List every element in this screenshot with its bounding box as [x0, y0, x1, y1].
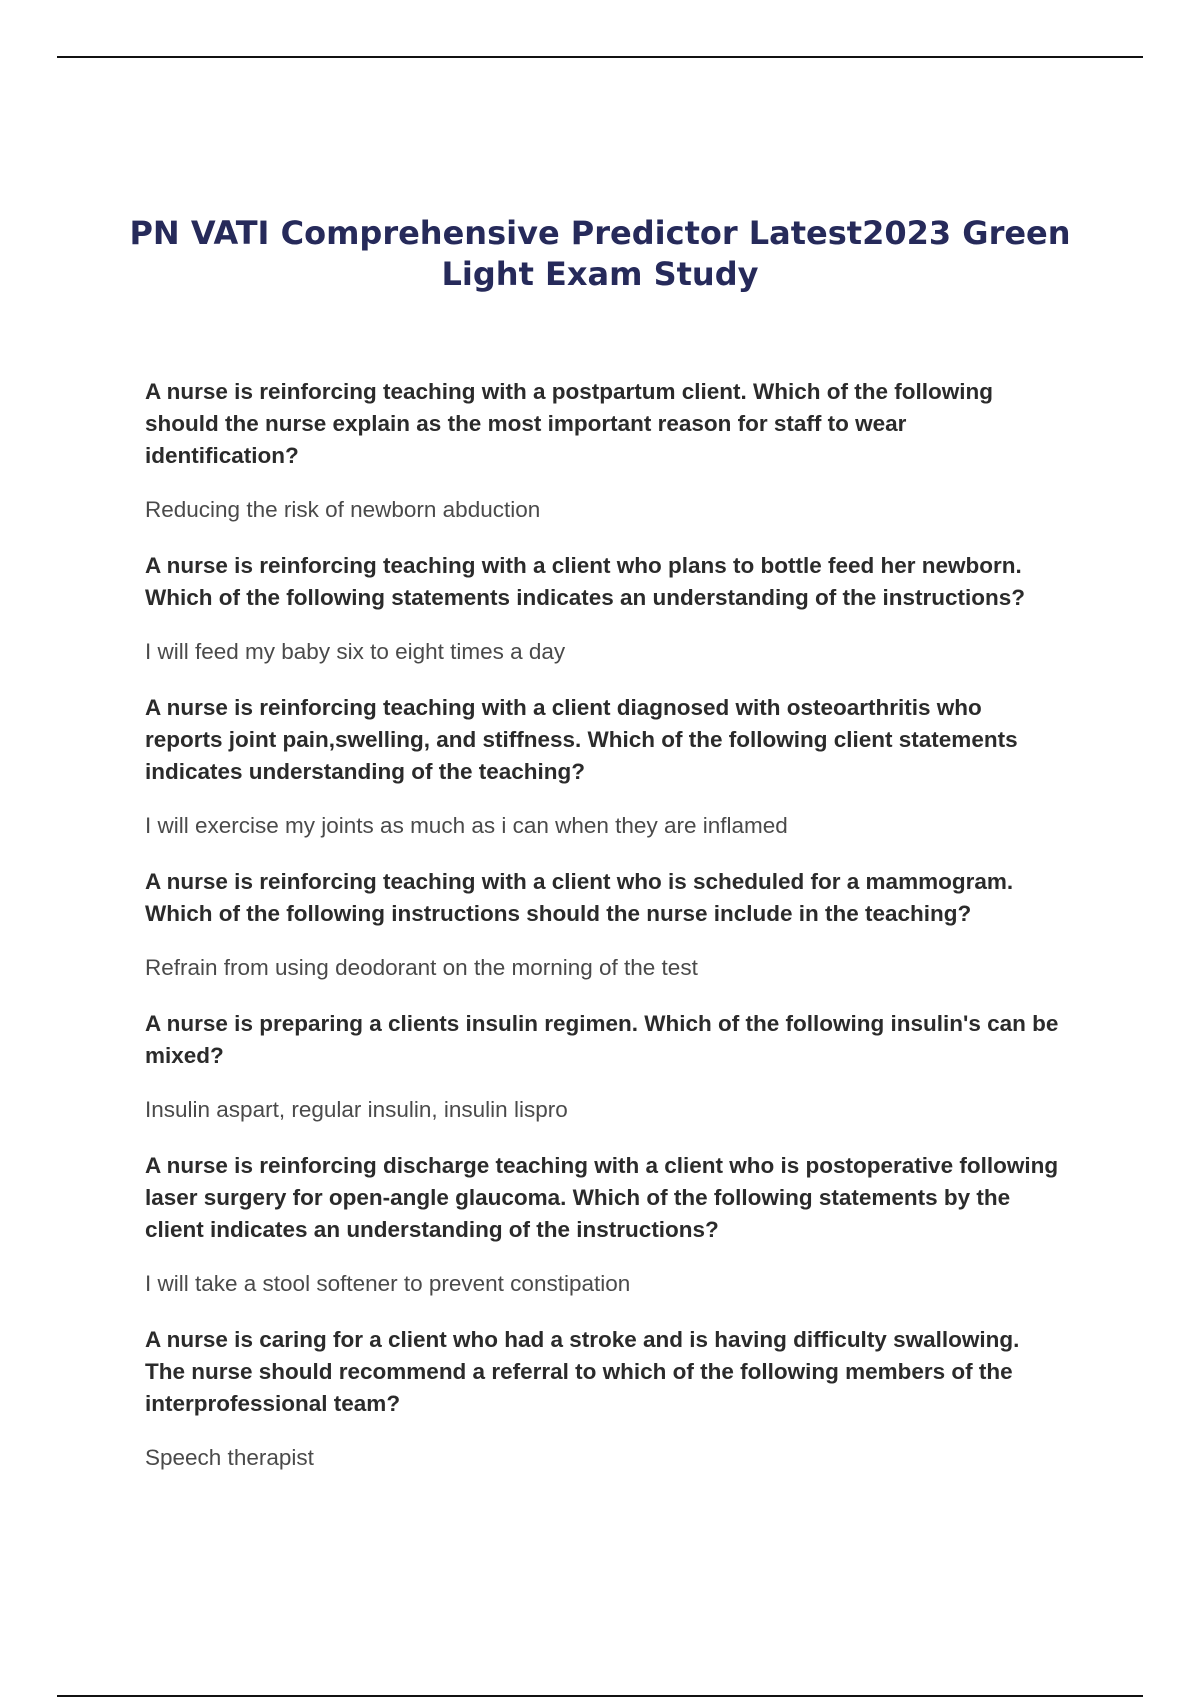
answer-text: Speech therapist — [145, 1445, 314, 1470]
qa-item — [145, 1008, 1065, 1150]
qa-item — [145, 1150, 1065, 1324]
answer-text: I will feed my baby six to eight times a day — [145, 639, 566, 664]
document-title: PN VATI Comprehensive Predictor Latest2023 Green Light Exam Study — [129, 214, 1071, 293]
question-text: A nurse is reinforcing discharge teaching with a client who is postoperative following laser surgery for open-angle glaucoma. Which of the following statements by the client indicates an understanding of the instructions? — [145, 1153, 1059, 1242]
bottom-divider — [57, 1695, 1143, 1697]
answer-text: Refrain from using deodorant on the morning of the test — [145, 955, 698, 980]
top-divider — [57, 56, 1143, 58]
answer-text: Reducing the risk of newborn abduction — [145, 497, 541, 522]
qa-item — [145, 866, 1065, 1008]
answer-text: I will exercise my joints as much as i can when they are inflamed — [145, 813, 788, 838]
qa-item — [145, 692, 1065, 866]
question-text: A nurse is reinforcing teaching with a postpartum client. Which of the following should the nurse explain as the most important reason for staff to wear identification? — [145, 379, 993, 468]
question-text: A nurse is reinforcing teaching with a client diagnosed with osteoarthritis who reports joint pain,swelling, and stiffness. Which of the following client statements indicates understanding of the teaching? — [145, 695, 1018, 784]
question-text: A nurse is reinforcing teaching with a client who is scheduled for a mammogram. Which of the following instructions should the nurse include in the teaching? — [145, 869, 1014, 926]
answer-text: I will take a stool softener to prevent constipation — [145, 1271, 631, 1296]
qa-list — [145, 376, 1065, 1498]
answer-text: Insulin aspart, regular insulin, insulin lispro — [145, 1097, 568, 1122]
qa-item — [145, 1324, 1065, 1498]
qa-item — [145, 376, 1065, 550]
question-text: A nurse is caring for a client who had a stroke and is having difficulty swallowing. The nurse should recommend a referral to which of the following members of the interprofessional team? — [145, 1327, 1020, 1416]
question-text: A nurse is reinforcing teaching with a client who plans to bottle feed her newborn. Which of the following statements indicates an understanding of the instructions? — [145, 553, 1026, 610]
question-text: A nurse is preparing a clients insulin regimen. Which of the following insulin's can be mixed? — [145, 1011, 1059, 1068]
qa-item — [145, 550, 1065, 692]
